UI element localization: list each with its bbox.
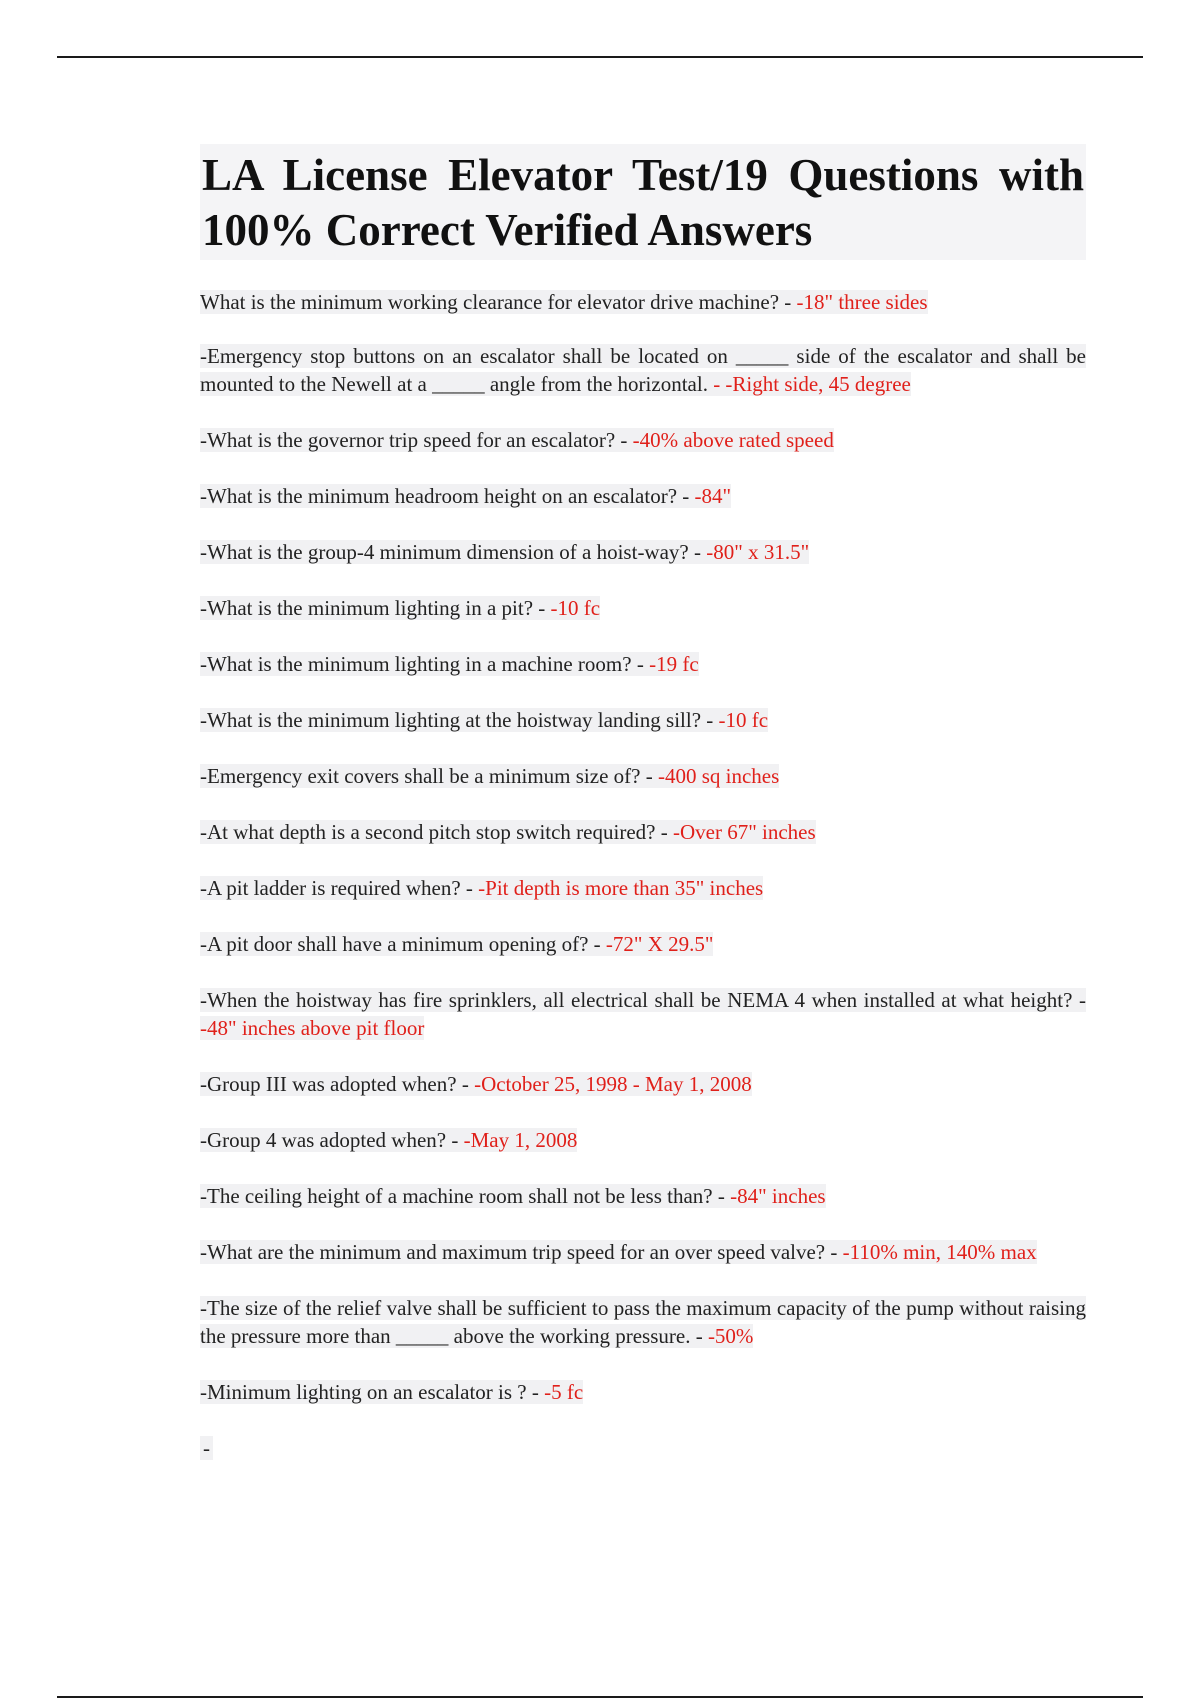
question-text: -A pit ladder is required when? - (200, 876, 479, 900)
qa-item (200, 594, 1086, 622)
qa-item (200, 342, 1086, 398)
qa-item (200, 650, 1086, 678)
question-text: -What is the minimum lighting at the hoistway landing sill? - (200, 708, 719, 732)
answer-text: -18" three sides (796, 290, 928, 314)
trailing-dash-text: - (200, 1436, 213, 1460)
answer-text: -Pit depth is more than 35" inches (478, 876, 764, 900)
bottom-rule (57, 1696, 1143, 1698)
answer-text: -10 fc (718, 708, 769, 732)
qa-item (200, 482, 1086, 510)
qa-item (200, 426, 1086, 454)
answer-text: -84" inches (730, 1184, 826, 1208)
document-body (200, 144, 1086, 1462)
answer-text: -48" inches above pit floor (200, 1016, 425, 1040)
qa-item (200, 1294, 1086, 1350)
qa-item (200, 986, 1086, 1042)
question-text: -The ceiling height of a machine room shall not be less than? - (200, 1184, 731, 1208)
answer-text: -84" (694, 484, 732, 508)
question-text: -The size of the relief valve shall be sufficient to pass the maximum capacity of the pump without raising the pressure more than _____ above the working pressure. - (200, 1296, 1086, 1348)
answer-text: -October 25, 1998 - May 1, 2008 (474, 1072, 752, 1096)
answer-text: -80" x 31.5" (706, 540, 810, 564)
question-text: -Emergency stop buttons on an escalator shall be located on _____ side of the escalator and shall be mounted to the Newell at a _____ angle from the horizontal. (200, 344, 1086, 396)
question-text: -What are the minimum and maximum trip speed for an over speed valve? - (200, 1240, 843, 1264)
answer-text: -40% above rated speed (632, 428, 834, 452)
answer-text: -110% min, 140% max (842, 1240, 1037, 1264)
answer-text: -May 1, 2008 (463, 1128, 578, 1152)
answer-text: - -Right side, 45 degree (713, 372, 911, 396)
question-text: -At what depth is a second pitch stop switch required? - (200, 820, 673, 844)
question-text: -Emergency exit covers shall be a minimum size of? - (200, 764, 658, 788)
question-text: -Minimum lighting on an escalator is ? - (200, 1380, 545, 1404)
qa-item (200, 288, 1086, 316)
qa-item (200, 874, 1086, 902)
qa-list (200, 288, 1086, 1406)
answer-text: -5 fc (544, 1380, 584, 1404)
qa-item (200, 1070, 1086, 1098)
question-text: -Group 4 was adopted when? - (200, 1128, 464, 1152)
question-text: -A pit door shall have a minimum opening of? - (200, 932, 606, 956)
question-text: -What is the minimum lighting in a machine room? - (200, 652, 650, 676)
question-text: -What is the governor trip speed for an escalator? - (200, 428, 633, 452)
question-text: -When the hoistway has fire sprinklers, all electrical shall be NEMA 4 when installed at what height? - (200, 988, 1086, 1012)
question-text: -Group III was adopted when? - (200, 1072, 475, 1096)
qa-item (200, 1182, 1086, 1210)
qa-item (200, 1126, 1086, 1154)
question-text: -What is the minimum lighting in a pit? - (200, 596, 551, 620)
top-rule (57, 56, 1143, 58)
question-text: -What is the group-4 minimum dimension of a hoist-way? - (200, 540, 707, 564)
answer-text: -50% (707, 1324, 754, 1348)
qa-item (200, 762, 1086, 790)
answer-text: -19 fc (649, 652, 699, 676)
answer-text: -400 sq inches (657, 764, 780, 788)
qa-item (200, 1238, 1086, 1266)
question-text: What is the minimum working clearance for elevator drive machine? - (200, 290, 797, 314)
answer-text: -10 fc (550, 596, 601, 620)
document-title: LA License Elevator Test/19 Questions with 100% Correct Verified Answers (200, 144, 1086, 260)
question-text: -What is the minimum headroom height on an escalator? - (200, 484, 695, 508)
qa-item (200, 538, 1086, 566)
qa-item (200, 818, 1086, 846)
answer-text: -Over 67" inches (672, 820, 816, 844)
qa-item (200, 930, 1086, 958)
trailing-dash (200, 1434, 1086, 1462)
qa-item (200, 1378, 1086, 1406)
answer-text: -72" X 29.5" (605, 932, 714, 956)
qa-item (200, 706, 1086, 734)
